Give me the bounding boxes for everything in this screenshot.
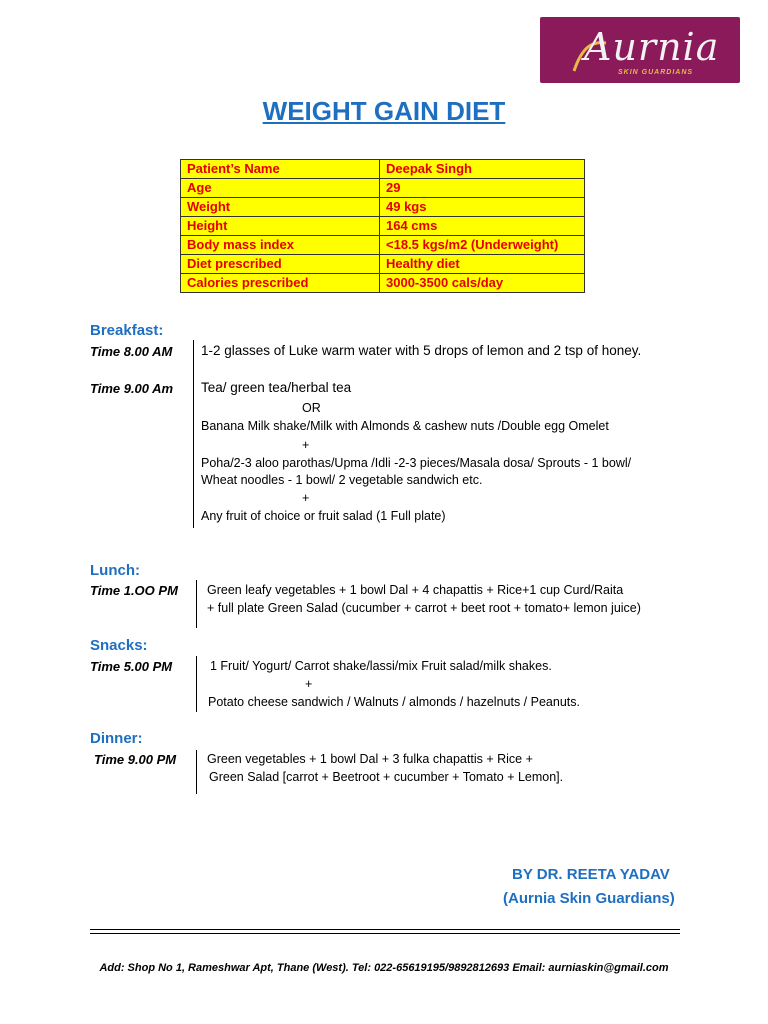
footer-address: Add: Shop No 1, Rameshwar Apt, Thane (West). Tel: 022-65619195/9892812693 Email: aurniaskin@gmail.com (99, 962, 669, 974)
patient-info-table (180, 159, 585, 293)
dinner-heading: Dinner: (90, 730, 143, 747)
info-value: 49 kgs (380, 198, 585, 217)
breakfast-line-1: Tea/ green tea/herbal tea (201, 380, 352, 395)
page-title: WEIGHT GAIN DIET (262, 96, 506, 126)
info-value: 29 (380, 179, 585, 198)
breakfast-plus-2: + (302, 491, 310, 505)
logo-word: Aurnia (584, 25, 720, 69)
breakfast-line-4: Wheat noodles - 1 bowl/ 2 vegetable sandwich etc. (201, 473, 483, 487)
info-label: Patient’s Name (181, 160, 380, 179)
info-row (181, 274, 585, 293)
info-value: <18.5 kgs/m2 (Underweight) (380, 236, 585, 255)
info-value: Healthy diet (380, 255, 585, 274)
lunch-line-2: + full plate Green Salad (cucumber + carrot + beet root + tomato+ lemon juice) (207, 601, 641, 615)
breakfast-divider (193, 340, 194, 528)
info-row (181, 179, 585, 198)
info-row (181, 236, 585, 255)
info-label: Diet prescribed (181, 255, 380, 274)
signature-doctor: BY DR. REETA YADAV (512, 866, 670, 883)
info-label: Height (181, 217, 380, 236)
breakfast-time-2: Time 9.00 Am (90, 381, 174, 396)
snacks-time: Time 5.00 PM (90, 659, 173, 674)
lunch-time: Time 1.OO PM (90, 583, 178, 598)
lunch-divider (196, 580, 197, 628)
snacks-divider (196, 656, 197, 712)
dinner-divider (196, 750, 197, 794)
breakfast-line-3: Poha/2-3 aloo parothas/Upma /Idli -2-3 pieces/Masala dosa/ Sprouts - 1 bowl/ (201, 456, 632, 470)
info-value: 164 cms (380, 217, 585, 236)
info-row (181, 255, 585, 274)
snacks-plus: + (305, 677, 313, 691)
lunch-line-1: Green leafy vegetables + 1 bowl Dal + 4 chapattis + Rice+1 cup Curd/Raita (207, 583, 624, 597)
info-row (181, 160, 585, 179)
info-label: Weight (181, 198, 380, 217)
breakfast-heading: Breakfast: (90, 322, 164, 339)
dinner-time: Time 9.00 PM (94, 752, 177, 767)
signature-org: (Aurnia Skin Guardians) (503, 890, 675, 907)
info-row (181, 198, 585, 217)
snacks-heading: Snacks: (90, 637, 148, 654)
snacks-line-1: 1 Fruit/ Yogurt/ Carrot shake/lassi/mix Fruit salad/milk shakes. (210, 659, 552, 673)
breakfast-or: OR (302, 401, 321, 415)
lunch-heading: Lunch: (90, 562, 140, 579)
info-row (181, 217, 585, 236)
breakfast-text-1: 1-2 glasses of Luke warm water with 5 drops of lemon and 2 tsp of honey. (201, 343, 642, 358)
info-value: Deepak Singh (380, 160, 585, 179)
breakfast-plus-1: + (302, 438, 310, 452)
snacks-line-2: Potato cheese sandwich / Walnuts / almonds / hazelnuts / Peanuts. (208, 695, 580, 709)
info-label: Calories prescribed (181, 274, 380, 293)
info-label: Body mass index (181, 236, 380, 255)
footer-rule-bottom (90, 933, 680, 934)
dinner-line-1: Green vegetables + 1 bowl Dal + 3 fulka chapattis + Rice + (207, 752, 533, 766)
info-value: 3000-3500 cals/day (380, 274, 585, 293)
footer-rule-top (90, 929, 680, 930)
breakfast-line-2: Banana Milk shake/Milk with Almonds & cashew nuts /Double egg Omelet (201, 419, 609, 433)
logo-tagline: SKIN GUARDIANS (618, 69, 694, 76)
info-label: Age (181, 179, 380, 198)
aurnia-logo (540, 17, 740, 83)
breakfast-time-1: Time 8.00 AM (90, 344, 173, 359)
dinner-line-2: Green Salad [carrot + Beetroot + cucumber + Tomato + Lemon]. (209, 770, 564, 784)
breakfast-line-5: Any fruit of choice or fruit salad (1 Full plate) (201, 509, 446, 523)
